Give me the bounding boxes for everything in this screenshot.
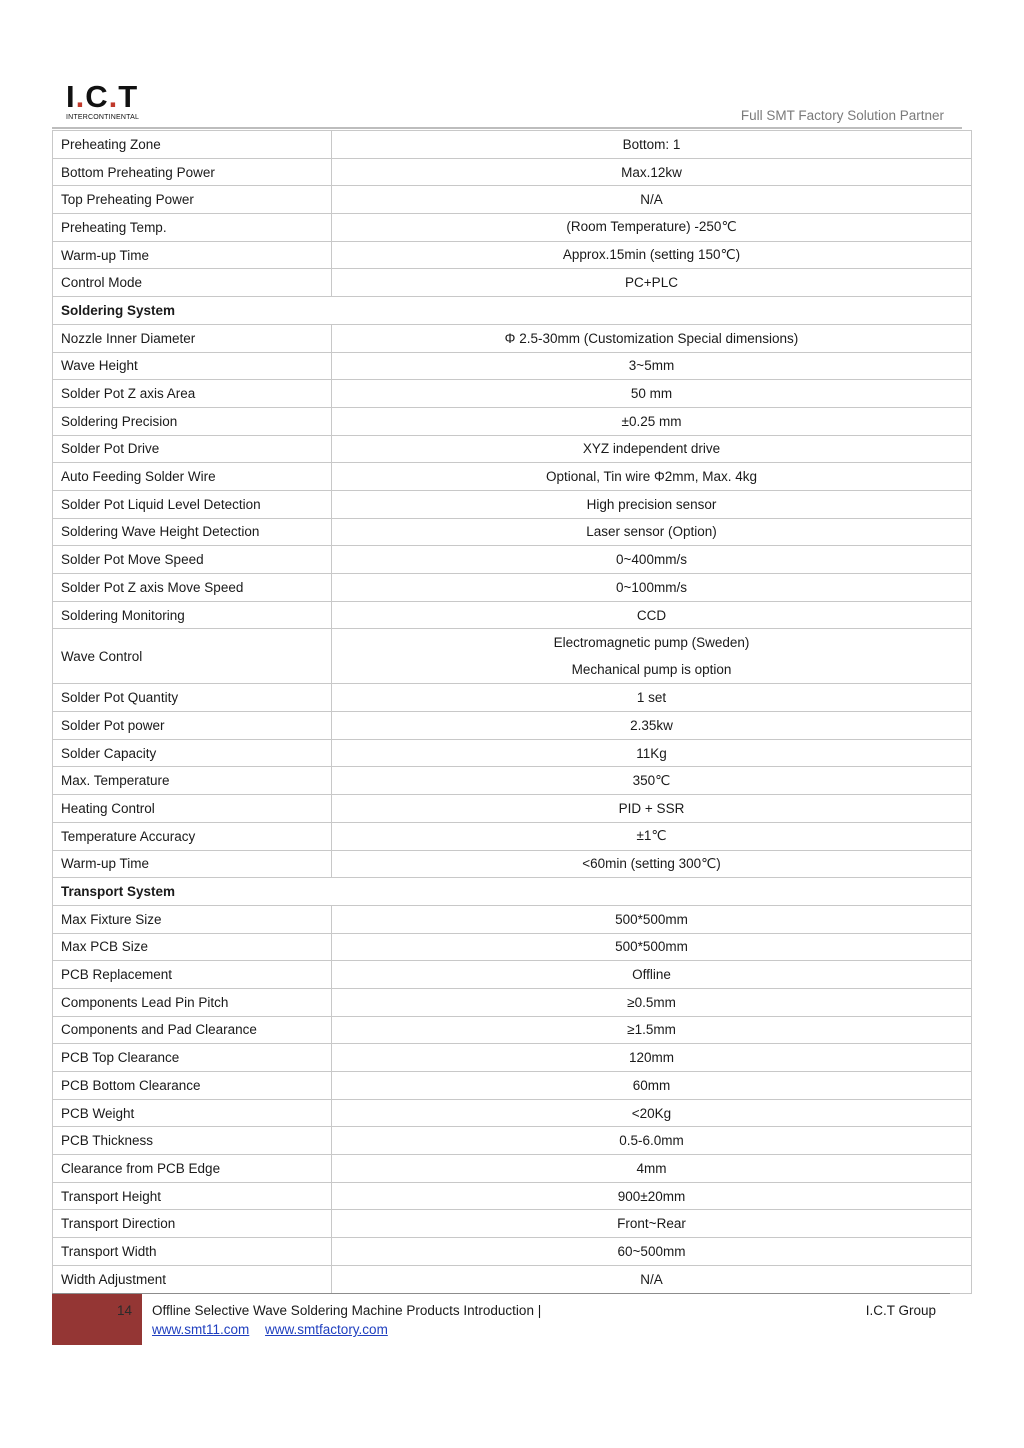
spec-label: Soldering Precision <box>53 407 332 435</box>
spec-row <box>53 850 972 878</box>
spec-row <box>53 601 972 629</box>
spec-value: Laser sensor (Option) <box>332 518 972 546</box>
spec-label: Auto Feeding Solder Wire <box>53 463 332 491</box>
spec-value: ±1℃ <box>332 822 972 850</box>
spec-value: PID + SSR <box>332 795 972 823</box>
spec-label: Preheating Zone <box>53 131 332 159</box>
section-title: Soldering System <box>53 297 972 325</box>
spec-row <box>53 463 972 491</box>
spec-value: CCD <box>332 601 972 629</box>
spec-label: Solder Pot power <box>53 712 332 740</box>
spec-row <box>53 518 972 546</box>
spec-value: 350℃ <box>332 767 972 795</box>
spec-value <box>332 629 972 684</box>
spec-label: Wave Control <box>53 629 332 684</box>
spec-row <box>53 933 972 961</box>
spec-label: Control Mode <box>53 269 332 297</box>
spec-label: PCB Weight <box>53 1099 332 1127</box>
spec-label: Nozzle Inner Diameter <box>53 324 332 352</box>
spec-row <box>53 407 972 435</box>
spec-label: Solder Pot Liquid Level Detection <box>53 490 332 518</box>
logo-wordmark: I.C.T <box>66 79 139 114</box>
footer-title: Offline Selective Wave Soldering Machine Products Introduction | <box>152 1303 542 1318</box>
spec-row <box>53 739 972 767</box>
spec-row <box>53 352 972 380</box>
spec-value: 4mm <box>332 1155 972 1183</box>
page-number: 14 <box>116 1303 132 1318</box>
spec-label: Components Lead Pin Pitch <box>53 988 332 1016</box>
spec-value: 60~500mm <box>332 1238 972 1266</box>
spec-label: Width Adjustment <box>53 1265 332 1293</box>
spec-row <box>53 1265 972 1293</box>
spec-row <box>53 1044 972 1072</box>
spec-row <box>53 380 972 408</box>
spec-row <box>53 905 972 933</box>
spec-label: Soldering Wave Height Detection <box>53 518 332 546</box>
spec-row <box>53 241 972 269</box>
spec-label: Top Preheating Power <box>53 186 332 214</box>
spec-label: Clearance from PCB Edge <box>53 1155 332 1183</box>
link-smtfactory[interactable]: www.smtfactory.com <box>265 1322 388 1337</box>
spec-value: Front~Rear <box>332 1210 972 1238</box>
spec-row <box>53 795 972 823</box>
spec-row <box>53 767 972 795</box>
spec-label: PCB Thickness <box>53 1127 332 1155</box>
spec-value: High precision sensor <box>332 490 972 518</box>
spec-value: ±0.25 mm <box>332 407 972 435</box>
spec-value: PC+PLC <box>332 269 972 297</box>
section-title: Transport System <box>53 878 972 906</box>
spec-value: 120mm <box>332 1044 972 1072</box>
spec-row <box>53 1099 972 1127</box>
spec-row <box>53 1072 972 1100</box>
spec-value: 11Kg <box>332 739 972 767</box>
spec-row <box>53 712 972 740</box>
spec-row <box>53 1155 972 1183</box>
spec-value: Φ 2.5-30mm (Customization Special dimensions) <box>332 324 972 352</box>
company-logo <box>66 79 158 124</box>
spec-label: Solder Pot Z axis Move Speed <box>53 574 332 602</box>
footer-links <box>152 1322 400 1337</box>
spec-row <box>53 214 972 242</box>
spec-value: Bottom: 1 <box>332 131 972 159</box>
spec-row <box>53 490 972 518</box>
spec-value: Max.12kw <box>332 158 972 186</box>
spec-value: 3~5mm <box>332 352 972 380</box>
spec-row <box>53 1127 972 1155</box>
spec-label: Warm-up Time <box>53 241 332 269</box>
spec-label: Solder Capacity <box>53 739 332 767</box>
spec-label: Warm-up Time <box>53 850 332 878</box>
spec-row <box>53 269 972 297</box>
spec-row <box>53 574 972 602</box>
spec-value: 1 set <box>332 684 972 712</box>
spec-value: XYZ independent drive <box>332 435 972 463</box>
spec-label: Components and Pad Clearance <box>53 1016 332 1044</box>
link-smt11[interactable]: www.smt11.com <box>152 1322 250 1337</box>
spec-label: PCB Replacement <box>53 961 332 989</box>
spec-row <box>53 435 972 463</box>
spec-row <box>53 158 972 186</box>
spec-label: Solder Pot Drive <box>53 435 332 463</box>
footer-divider <box>52 1293 950 1294</box>
spec-row <box>53 1238 972 1266</box>
header-tagline: Full SMT Factory Solution Partner <box>740 108 944 123</box>
spec-value-line: Electromagnetic pump (Sweden) <box>553 635 750 651</box>
spec-value: 0~400mm/s <box>332 546 972 574</box>
spec-value: <20Kg <box>332 1099 972 1127</box>
spec-value-line: Mechanical pump is option <box>571 662 732 678</box>
spec-value: 2.35kw <box>332 712 972 740</box>
spec-row <box>53 822 972 850</box>
spec-label: Max Fixture Size <box>53 905 332 933</box>
spec-row <box>53 546 972 574</box>
page-number-box <box>52 1294 142 1345</box>
spec-row <box>53 1182 972 1210</box>
spec-label: Temperature Accuracy <box>53 822 332 850</box>
logo-subtitle: INTERCONTINENTAL <box>66 114 140 121</box>
spec-value: 0~100mm/s <box>332 574 972 602</box>
spec-row <box>53 186 972 214</box>
header-divider <box>52 127 962 129</box>
spec-value: 500*500mm <box>332 933 972 961</box>
spec-value: Optional, Tin wire Φ2mm, Max. 4kg <box>332 463 972 491</box>
spec-value: 900±20mm <box>332 1182 972 1210</box>
spec-label: Transport Direction <box>53 1210 332 1238</box>
spec-label: Heating Control <box>53 795 332 823</box>
footer-company: I.C.T Group <box>865 1303 936 1318</box>
spec-value: 0.5-6.0mm <box>332 1127 972 1155</box>
spec-table-body <box>53 131 972 1294</box>
spec-label: Solder Pot Move Speed <box>53 546 332 574</box>
spec-label: Wave Height <box>53 352 332 380</box>
spec-label: Preheating Temp. <box>53 214 332 242</box>
spec-label: Transport Width <box>53 1238 332 1266</box>
spec-label: Solder Pot Z axis Area <box>53 380 332 408</box>
spec-row <box>53 1210 972 1238</box>
spec-row <box>53 961 972 989</box>
spec-row <box>53 324 972 352</box>
spec-value: Approx.15min (setting 150℃) <box>332 241 972 269</box>
spec-row <box>53 684 972 712</box>
spec-value: (Room Temperature) -250℃ <box>332 214 972 242</box>
spec-row <box>53 988 972 1016</box>
spec-value: N/A <box>332 1265 972 1293</box>
spec-label: Bottom Preheating Power <box>53 158 332 186</box>
spec-label: Transport Height <box>53 1182 332 1210</box>
section-header-row <box>53 878 972 906</box>
spec-row <box>53 629 972 684</box>
spec-label: Soldering Monitoring <box>53 601 332 629</box>
spec-label: PCB Top Clearance <box>53 1044 332 1072</box>
spec-label: Max PCB Size <box>53 933 332 961</box>
spec-value: 50 mm <box>332 380 972 408</box>
spec-value: N/A <box>332 186 972 214</box>
spec-label: PCB Bottom Clearance <box>53 1072 332 1100</box>
spec-value: Offline <box>332 961 972 989</box>
spec-label: Solder Pot Quantity <box>53 684 332 712</box>
spec-row <box>53 1016 972 1044</box>
spec-value: 60mm <box>332 1072 972 1100</box>
spec-table <box>52 130 972 1294</box>
spec-value: ≥1.5mm <box>332 1016 972 1044</box>
spec-value: <60min (setting 300℃) <box>332 850 972 878</box>
section-header-row <box>53 297 972 325</box>
spec-label: Max. Temperature <box>53 767 332 795</box>
spec-value: 500*500mm <box>332 905 972 933</box>
spec-row <box>53 131 972 159</box>
spec-value: ≥0.5mm <box>332 988 972 1016</box>
